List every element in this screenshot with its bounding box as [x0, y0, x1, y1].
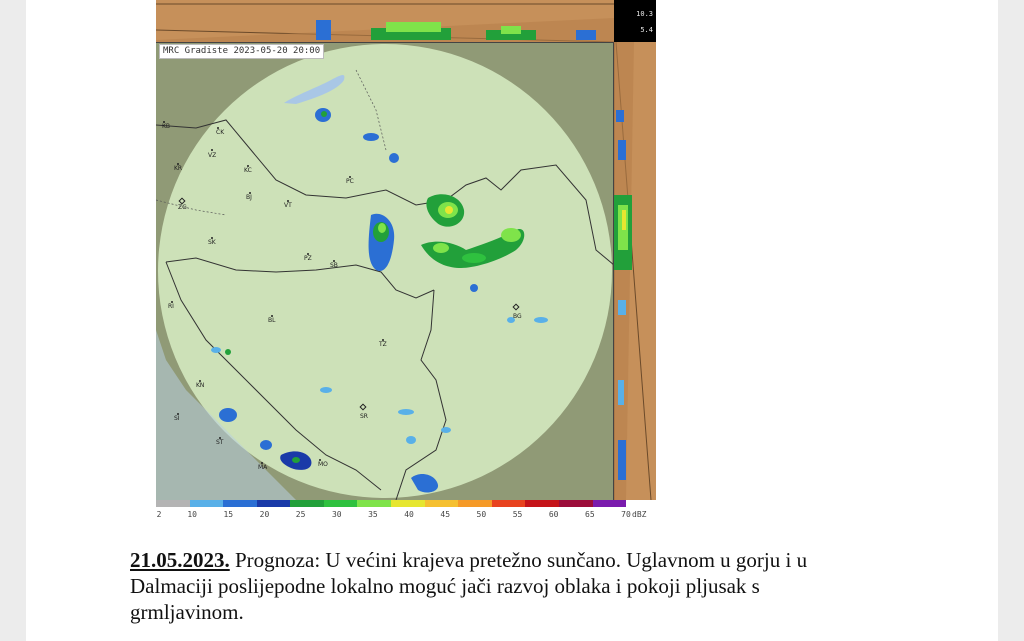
colorbar-tick-label: 30 — [331, 510, 342, 519]
colorbar-tick-label: 20 — [259, 510, 270, 519]
scale-max-label: 10.3 — [636, 10, 653, 18]
city-label: KN — [196, 382, 205, 389]
city-label: MO — [318, 461, 328, 468]
radar-image — [156, 0, 656, 520]
forecast-text: Prognoza: U većini krajeva pretežno sunčano. Uglavnom u gorju i u Dalmaciji poslijepodne lokalno moguć jači razvoj oblaka i pokoji pljusak s grmljavinom. — [130, 548, 808, 624]
colorbar-segment — [559, 500, 593, 507]
colorbar-tick-label: 60 — [548, 510, 559, 519]
city-label: SK — [208, 239, 216, 246]
colorbar-tick-label: 70 — [621, 510, 631, 519]
colorbar-tick-label: 2 — [156, 510, 162, 519]
city-label: SR — [360, 413, 368, 420]
colorbar-unit-label: dBZ — [632, 510, 647, 519]
city-label: ST — [216, 439, 224, 446]
city-label: CK — [216, 129, 225, 136]
colorbar-segment — [257, 500, 291, 507]
forecast-paragraph — [130, 547, 870, 625]
colorbar-tick-label: 50 — [476, 510, 487, 519]
city-label: BL — [268, 317, 276, 324]
colorbar-segment — [290, 500, 324, 507]
city-label: ZG — [178, 204, 187, 211]
document-page — [26, 0, 998, 641]
colorbar-tick-label: 55 — [512, 510, 523, 519]
city-label: PC — [346, 178, 354, 185]
colorbar-tick-label: 35 — [368, 510, 378, 519]
city-label: VT — [284, 202, 292, 209]
dbz-colorbar-labels — [156, 510, 656, 520]
city-label: PZ — [304, 255, 312, 262]
colorbar-tick-label: 45 — [440, 510, 451, 519]
colorbar-segment — [190, 500, 224, 507]
city-label: BJ — [246, 194, 252, 201]
colorbar-segment — [156, 500, 190, 507]
colorbar-segment — [391, 500, 425, 507]
colorbar-segment — [223, 500, 257, 507]
city-label: KB — [162, 123, 171, 130]
city-label: MA — [258, 464, 268, 471]
colorbar-tick-label: 65 — [585, 510, 595, 519]
city-label: KC — [244, 167, 252, 174]
colorbar-segment — [593, 500, 627, 507]
city-label: RI — [168, 303, 174, 310]
city-label: BG — [513, 313, 522, 320]
scale-min-label: 5.4 — [640, 26, 653, 34]
colorbar-tick-label: 10 — [187, 510, 197, 519]
colorbar-segment — [525, 500, 559, 507]
radar-map — [156, 0, 656, 500]
colorbar-segment — [492, 500, 526, 507]
colorbar-segment — [458, 500, 492, 507]
dbz-colorbar — [156, 500, 626, 507]
city-label: VZ — [208, 152, 217, 159]
colorbar-segment — [425, 500, 459, 507]
colorbar-tick-label: 25 — [295, 510, 306, 519]
city-label: KR — [174, 165, 183, 172]
city-label: SB — [330, 262, 338, 269]
forecast-date: 21.05.2023. — [130, 548, 230, 572]
city-label: TZ — [379, 341, 387, 348]
colorbar-segment — [324, 500, 358, 507]
colorbar-tick-label: 15 — [223, 510, 234, 519]
colorbar-segment — [357, 500, 391, 507]
colorbar-tick-label: 40 — [404, 510, 414, 519]
radar-caption: MRC Gradiste 2023-05-20 20:00 — [159, 44, 324, 59]
scale-readout — [614, 0, 656, 42]
city-label: SI — [174, 415, 180, 422]
